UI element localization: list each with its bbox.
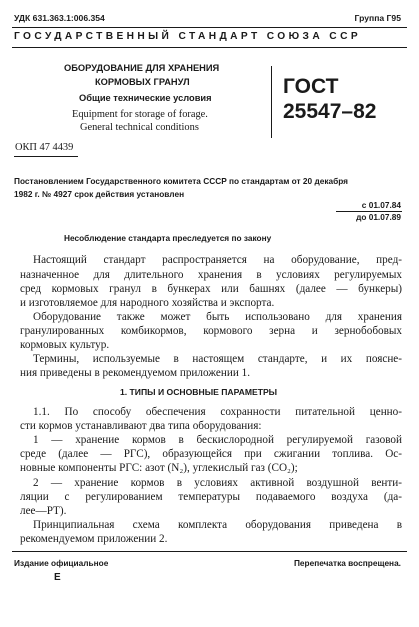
validity-from: с 01.07.84 (361, 200, 401, 210)
body-line: гранулированных комбикормов, кормового зерна и зернобобовых (20, 325, 402, 337)
gost-label: ГОСТ (283, 75, 339, 98)
edition-letter: Е (54, 572, 61, 583)
body-line: ния приведены в рекомендуемом приложении 1. (20, 367, 250, 379)
body-line: Принципиальная схема комплекта оборудования приведена в (33, 519, 402, 531)
header-rule-bottom (12, 47, 407, 48)
body-line: назначенное для длительного хранения в условиях регулируемых (20, 269, 402, 281)
body-line: Настоящий стандарт распространяется на оборудование, пред- (33, 254, 402, 266)
validity-to: до 01.07.89 (356, 212, 401, 222)
body-line: новные компоненты РГС: азот (N₂), углекислый газ (CO₂); (20, 462, 298, 474)
state-standard-banner: ГОСУДАРСТВЕННЫЙ СТАНДАРТ СОЮЗА ССР (14, 31, 362, 42)
body-line: среде (далее — РГС), образующейся при сжигании топлива. Ос- (20, 448, 402, 460)
title-en-line2: General technical conditions (80, 122, 199, 133)
body-line: сред кормовых гранул в бункерах или башнях (далее — бункеры) (20, 283, 402, 295)
non-compliance-notice: Несоблюдение стандарта преследуется по закону (64, 233, 272, 243)
udk-code: УДК 631.363.1:006.354 (14, 13, 105, 23)
body-line: рекомендуемом приложении 2. (20, 533, 168, 545)
subtitle-ru: Общие технические условия (79, 93, 212, 103)
body-line: сти кормов устанавливают два типа оборудования: (20, 420, 262, 432)
title-ru-line1: ОБОРУДОВАНИЕ ДЛЯ ХРАНЕНИЯ (64, 63, 220, 73)
group-code: Группа Г95 (354, 13, 401, 23)
title-ru-line2: КОРМОВЫХ ГРАНУЛ (95, 77, 190, 87)
body-line: лее—РТ). (20, 505, 67, 517)
body-line: 2 — хранение кормов в условиях активной воздушной венти- (33, 477, 402, 489)
body-line: кормовых культур. (20, 339, 110, 351)
title-divider (271, 66, 272, 138)
decree-line2: 1982 г. № 4927 срок действия установлен (14, 189, 185, 199)
body-line: и изготовляемое для народного хозяйства и экспорта. (20, 297, 275, 309)
okp-code: ОКП 47 4439 (15, 142, 74, 153)
footer-rule (12, 551, 407, 552)
reprint-prohibited: Перепечатка воспрещена. (293, 558, 401, 568)
body-line: 1 — хранение кормов в бескислородной регулируемой газовой (33, 434, 402, 446)
header-rule-top (12, 27, 407, 28)
section-heading: 1. ТИПЫ И ОСНОВНЫЕ ПАРАМЕТРЫ (120, 387, 278, 397)
official-edition: Издание официальное (14, 558, 109, 568)
title-en-line1: Equipment for storage of forage. (72, 109, 208, 120)
body-line: ляции с регулированием температуры подаваемого воздуха (да- (20, 491, 402, 503)
okp-underline (14, 156, 78, 157)
body-line: Термины, используемые в настоящем стандарте, и их поясне- (33, 353, 402, 365)
body-line: 1.1. По способу обеспечения сохранности питательной ценно- (33, 406, 402, 418)
gost-number: 25547–82 (283, 100, 377, 123)
body-line: Оборудование также может быть использовано для хранения (33, 311, 402, 323)
decree-line1: Постановлением Государственного комитета СССР по стандартам от 20 декабря (14, 176, 349, 186)
